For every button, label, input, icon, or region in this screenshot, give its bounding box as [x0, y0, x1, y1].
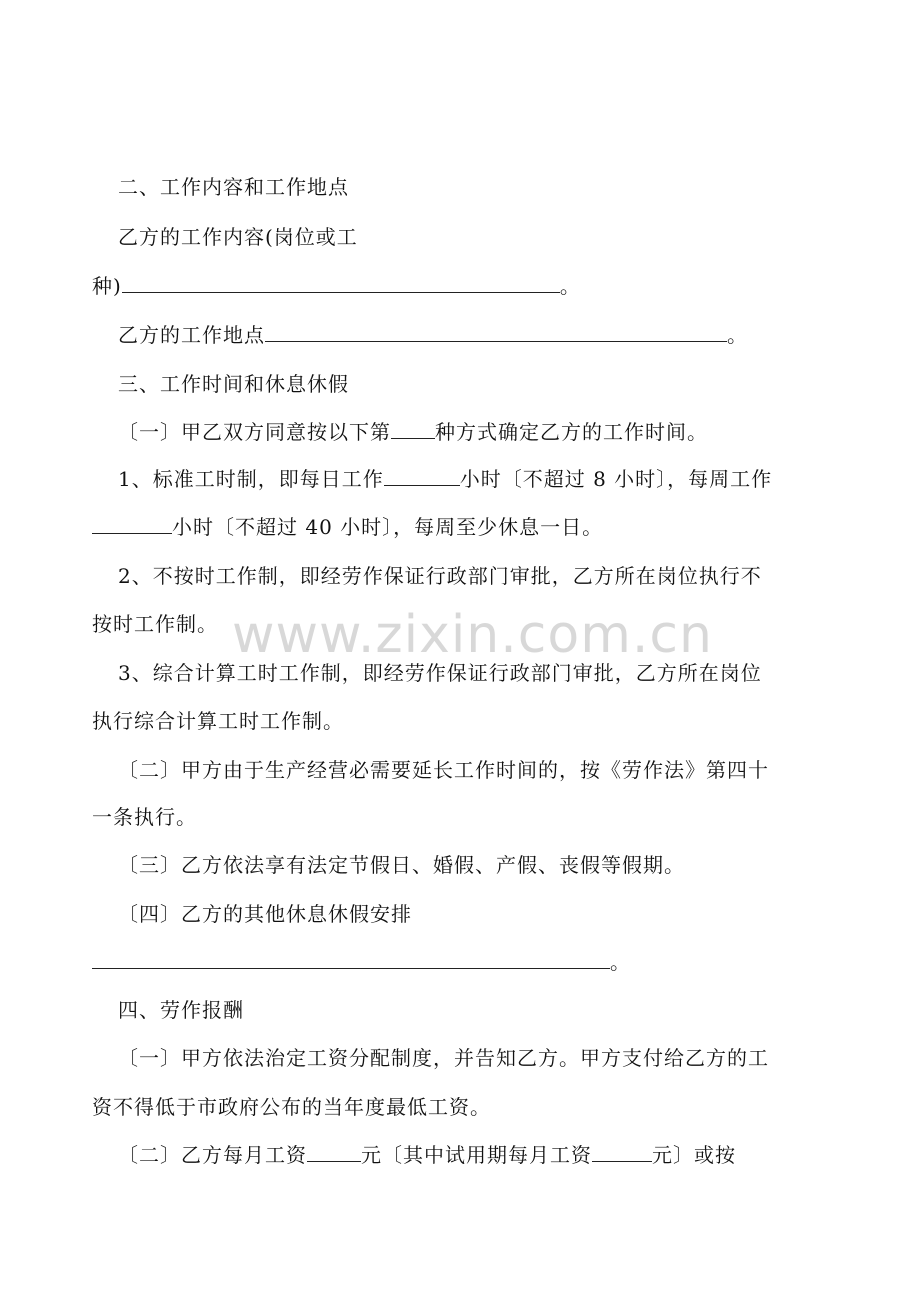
standard-hours-text-b: 小时〔不超过 8 小时〕，每周工作	[459, 467, 773, 491]
other-leave-blank-line	[92, 948, 631, 976]
standard-hours-line-1	[118, 465, 772, 493]
overtime-line-1: 〔二〕甲方由于生产经营必需要延长工作时间的，按《劳作法》第四十	[118, 758, 769, 782]
job-location-end: 。	[727, 323, 748, 347]
holidays-line: 〔三〕乙方依法享有法定节假日、婚假、产假、丧假等假期。	[118, 853, 685, 877]
monthly-wage-text-a: 〔二〕乙方每月工资	[118, 1143, 307, 1167]
work-time-method-line	[118, 418, 708, 446]
job-location-blank[interactable]	[265, 323, 727, 342]
comprehensive-hours-line-1: 3、综合计算工时工作制，即经劳作保证行政部门审批，乙方所在岗位	[118, 661, 762, 685]
work-time-method-blank[interactable]	[391, 420, 435, 439]
flexible-hours-line-1: 2、不按时工作制，即经劳作保证行政部门审批，乙方所在岗位执行不	[118, 564, 762, 588]
job-content-end: 。	[559, 274, 581, 298]
other-leave-end: 。	[610, 950, 631, 974]
standard-hours-text-a: 1、标准工时制，即每日工作	[118, 467, 384, 491]
weekly-hours-blank[interactable]	[92, 515, 172, 534]
probation-wage-blank[interactable]	[592, 1143, 652, 1162]
watermark: www.zixin.com.cn	[232, 605, 713, 665]
section-heading-4: 四、劳作报酬	[118, 998, 244, 1022]
monthly-wage-text-b: 元〔其中试用期每月工资	[361, 1143, 592, 1167]
monthly-wage-text-c: 元〕或按	[652, 1143, 736, 1167]
pay-policy-line-2: 资不得低于市政府公布的当年度最低工资。	[92, 1095, 491, 1119]
standard-hours-text-c: 小时〔不超过 40 小时〕，每周至少休息一日。	[172, 515, 604, 539]
job-location-line	[118, 321, 748, 349]
standard-hours-line-2	[92, 513, 603, 541]
job-content-line	[92, 272, 581, 300]
job-content-label: 乙方的工作内容(岗位或工	[118, 225, 358, 249]
other-leave-line: 〔四〕乙方的其他休息休假安排	[118, 902, 412, 926]
daily-hours-blank[interactable]	[384, 467, 460, 486]
work-time-method-text-b: 种方式确定乙方的工作时间。	[435, 420, 708, 444]
job-content-label-cont: 种)	[92, 274, 122, 298]
monthly-wage-line	[118, 1141, 736, 1169]
section-heading-3: 三、工作时间和休息休假	[118, 372, 349, 396]
work-time-method-text-a: 〔一〕甲乙双方同意按以下第	[118, 420, 391, 444]
overtime-line-2: 一条执行。	[92, 805, 197, 829]
flexible-hours-line-2: 按时工作制。	[92, 612, 218, 636]
other-leave-blank[interactable]	[92, 950, 610, 969]
job-location-label: 乙方的工作地点	[118, 323, 265, 347]
comprehensive-hours-line-2: 执行综合计算工时工作制。	[92, 709, 344, 733]
pay-policy-line-1: 〔一〕甲方依法治定工资分配制度，并告知乙方。甲方支付给乙方的工	[118, 1046, 769, 1070]
monthly-wage-blank[interactable]	[307, 1143, 361, 1162]
job-content-blank[interactable]	[122, 274, 560, 293]
section-heading-2: 二、工作内容和工作地点	[118, 175, 349, 199]
